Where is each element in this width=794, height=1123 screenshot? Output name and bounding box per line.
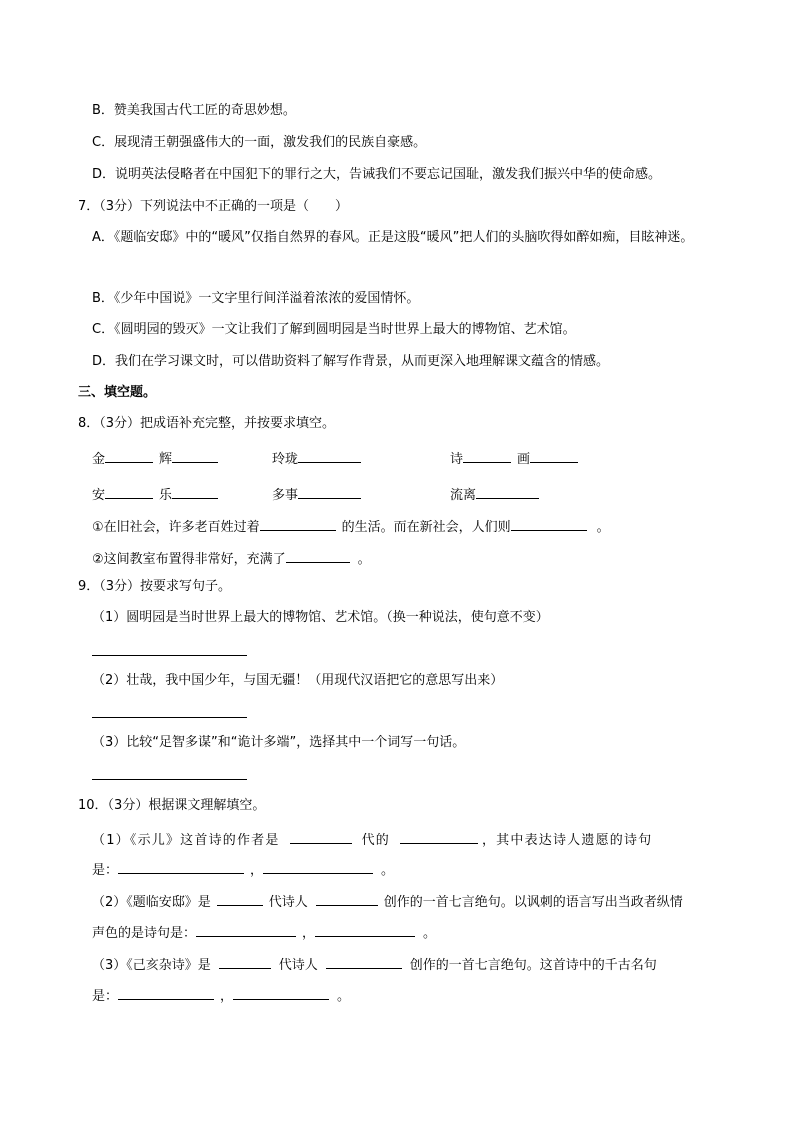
idiom-5 [272, 484, 361, 505]
q10-p3-text: ， [220, 989, 234, 1004]
q10-p2-text: 创作的一首七言绝句。以讽刺的语言写出当政者纵情 [383, 895, 683, 910]
idiom-char: 安 [92, 488, 106, 503]
q9-part-3: （3）比较“足智多谋”和“诡计多端”，选择其中一个词写一句话。 [92, 735, 466, 750]
q10-p3-text: 创作的一首七言绝句。这首诗中的千古名句 [409, 958, 657, 973]
q10-p1-text: ，其中表达诗人遗愿的诗句 [481, 833, 653, 848]
q10-p1-text: ， [250, 863, 264, 878]
q10-part-1-line-1 [92, 829, 652, 850]
idiom-chars: 流离 [450, 488, 477, 503]
q8-s1-blank-2[interactable] [511, 516, 587, 531]
q10-p1-blank-3[interactable] [118, 859, 244, 874]
q9-part-2: （2）壮哉，我中国少年，与国无疆！（用现代汉语把它的意思写出来） [92, 673, 504, 688]
q10-p3-blank-1[interactable] [219, 954, 271, 969]
q10-p2-text: （2）《题临安邸》是 [92, 895, 211, 910]
q10-p2-blank-2[interactable] [316, 891, 378, 906]
idiom-blank[interactable] [476, 484, 539, 499]
q10-stem: 10．（3分）根据课文理解填空。 [78, 798, 266, 813]
idiom-char: 诗 [450, 452, 464, 467]
q10-part-1-line-2 [92, 859, 394, 880]
q8-s2-part: ②这间教室布置得非常好，充满了 [92, 552, 286, 567]
idiom-chars: 多事 [272, 488, 299, 503]
q10-part-2-line-1 [92, 891, 683, 912]
q10-p3-blank-2[interactable] [326, 954, 402, 969]
q8-s2-end: 。 [357, 552, 371, 567]
idiom-3 [450, 448, 578, 469]
idiom-blank[interactable] [530, 448, 578, 463]
q7-option-a: A．《题临安邸》中的“暖风”仅指自然界的春风。正是这股“暖风”把人们的头脑吹得如醉如痴，目眩神迷。 [92, 230, 694, 245]
q10-p2-blank-3[interactable] [196, 922, 296, 937]
q10-p3-text: 是： [92, 989, 119, 1004]
idiom-char: 金 [92, 452, 106, 467]
q10-part-2-line-2 [92, 922, 436, 943]
q8-s1-blank-1[interactable] [260, 516, 336, 531]
q10-p1-blank-1[interactable] [290, 829, 352, 844]
q10-p2-text: 。 [423, 926, 437, 941]
q8-sentence-2 [92, 548, 371, 569]
idiom-6 [450, 484, 539, 505]
q9-answer-line-2[interactable] [92, 717, 247, 718]
q8-s1-part: ①在旧社会，许多老百姓过着 [92, 520, 260, 535]
q10-part-3-line-2 [92, 985, 350, 1006]
idiom-chars: 玲珑 [272, 452, 299, 467]
q6-option-d: D．说明英法侵略者在中国犯下的罪行之大，告诫我们不要忘记国耻，激发我们振兴中华的使命感。 [92, 167, 662, 182]
q10-p1-text: 。 [381, 863, 395, 878]
q8-stem: 8．（3分）把成语补充完整，并按要求填空。 [78, 416, 336, 431]
q10-p1-blank-4[interactable] [263, 859, 373, 874]
idiom-blank[interactable] [105, 448, 153, 463]
q10-p1-text: （1）《示儿》这首诗的作者是 [92, 833, 280, 848]
idiom-4 [92, 484, 218, 505]
idiom-blank[interactable] [172, 484, 218, 499]
section-title: 三、填空题。 [78, 385, 157, 400]
q10-p2-text: ， [302, 926, 316, 941]
q10-p2-text: 声色的是诗句是： [92, 926, 197, 941]
q7-option-b: B．《少年中国说》一文字里行间洋溢着浓浓的爱国情怀。 [92, 291, 420, 306]
idiom-blank[interactable] [298, 484, 361, 499]
q10-p3-blank-3[interactable] [118, 985, 214, 1000]
q9-part-1: （1）圆明园是当时世界上最大的博物馆、艺术馆。（换一种说法，使句意不变） [92, 610, 549, 625]
idiom-char: 辉 [159, 452, 173, 467]
idiom-2 [272, 448, 361, 469]
q10-p2-blank-4[interactable] [315, 922, 415, 937]
q6-option-c: C．展现清王朝强盛伟大的一面，激发我们的民族自豪感。 [92, 135, 427, 150]
idiom-blank[interactable] [463, 448, 511, 463]
q10-part-3-line-1 [92, 954, 657, 975]
q7-stem: 7．（3分）下列说法中不正确的一项是（ ） [78, 199, 349, 214]
q9-answer-line-1[interactable] [92, 655, 247, 656]
q10-p1-text: 是： [92, 863, 119, 878]
idiom-char: 画 [517, 452, 531, 467]
q10-p2-blank-1[interactable] [217, 891, 263, 906]
idiom-blank[interactable] [172, 448, 218, 463]
q10-p1-text: 代的 [361, 833, 390, 848]
q10-p3-text: 。 [337, 989, 351, 1004]
q10-p2-text: 代诗人 [268, 895, 308, 910]
idiom-1 [92, 448, 218, 469]
q10-p3-text: （3）《己亥杂诗》是 [92, 958, 211, 973]
q9-stem: 9．（3分）按要求写句子。 [78, 579, 232, 594]
q8-sentence-1 [92, 516, 610, 537]
q7-option-c: C．《圆明园的毁灭》一文让我们了解到圆明园是当时世界上最大的博物馆、艺术馆。 [92, 322, 576, 337]
q8-s1-part: 的生活。而在新社会，人们则 [341, 520, 511, 535]
q8-s1-end: 。 [596, 520, 610, 535]
q8-s2-blank[interactable] [286, 548, 350, 563]
idiom-blank[interactable] [298, 448, 361, 463]
q10-p1-blank-2[interactable] [400, 829, 478, 844]
idiom-blank[interactable] [105, 484, 153, 499]
q9-answer-line-3[interactable] [92, 779, 247, 780]
q7-option-d: D．我们在学习课文时，可以借助资料了解写作背景，从而更深入地理解课文蕴含的情感。 [92, 354, 610, 369]
q10-p3-text: 代诗人 [278, 958, 318, 973]
q10-p3-blank-4[interactable] [233, 985, 329, 1000]
q6-option-b: B．赞美我国古代工匠的奇思妙想。 [92, 103, 296, 118]
idiom-char: 乐 [159, 488, 173, 503]
